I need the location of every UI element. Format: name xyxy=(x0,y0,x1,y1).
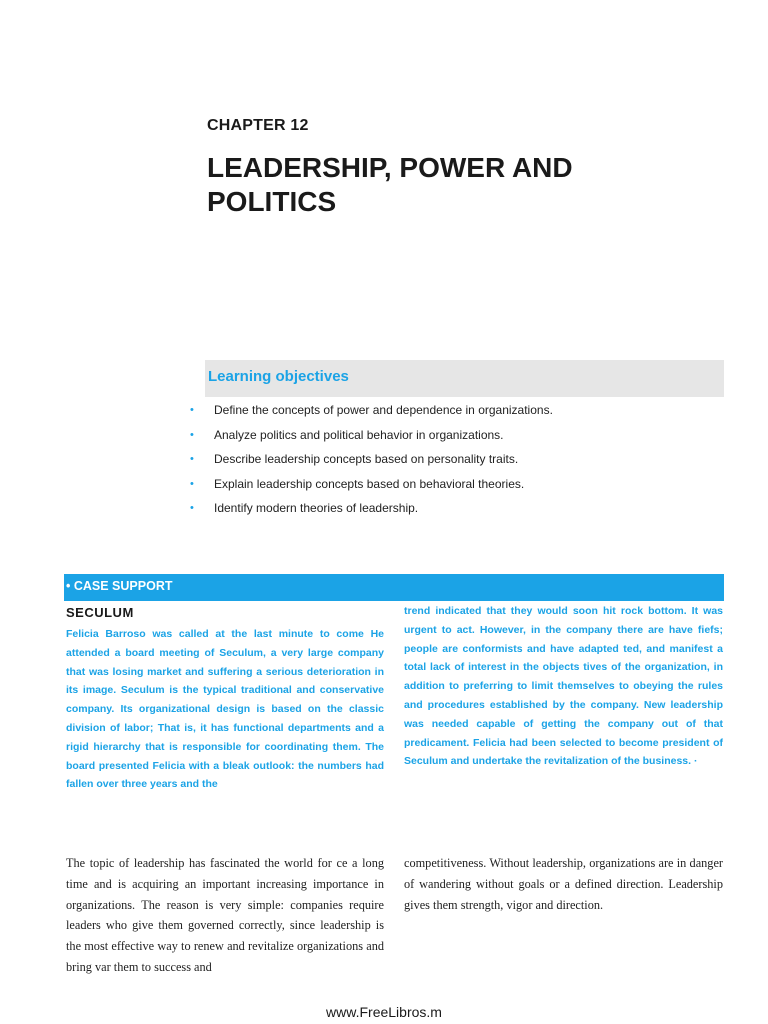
bullet-icon: • xyxy=(190,502,194,515)
bullet-icon: • xyxy=(190,428,194,441)
bullet-icon: • xyxy=(190,453,194,466)
objective-text: Identify modern theories of leadership. xyxy=(214,501,419,516)
case-support-label: • CASE SUPPORT xyxy=(66,579,173,593)
objective-text: Describe leadership concepts based on personality traits. xyxy=(214,452,519,467)
list-item xyxy=(190,476,553,501)
footer-url: www.FreeLibros.m xyxy=(326,1004,442,1020)
case-text-right: trend indicated that they would soon hit rock bottom. It was urgent to act. However, in the company there are have fiefs; people are conformists and have adapted ted, and manifest a total lack of interest in the objects tives of the organization, in addition to preferring to limit themselves to obeying the rules and procedures established by the company. New leadership was needed capable of getting the company out of that predicament. Felicia had been selected to become president of Seculum and undertake the revitalization of the business. · xyxy=(404,605,723,768)
bullet-icon: • xyxy=(190,404,194,416)
objectives-title: Learning objectives xyxy=(208,368,349,385)
objective-text: Define the concepts of power and dependence in organizations. xyxy=(214,403,553,417)
case-support-bar xyxy=(64,574,724,601)
chapter-number: CHAPTER 12 xyxy=(207,117,309,134)
bullet-icon: • xyxy=(190,477,194,490)
objectives-list xyxy=(190,402,553,525)
list-item xyxy=(190,500,553,525)
list-item xyxy=(190,427,553,452)
body-text-left: The topic of leadership has fascinated the world for ce a long time and is acquiring an important increasing importance in organizations. The reason is very simple: companies require leaders who give them governed correctly, since leadership is the most effective way to renew and revitalize organizations and bring var them to success and xyxy=(66,856,384,974)
case-text-left: Felicia Barroso was called at the last minute to come He attended a board meeting of Seculum, a very large company that was losing market and suffering a serious deterioration in its image. Seculum is the typical traditional and conservative company. Its organizational design is based on the classic division of labor; That is, it has functional departments and a rigid hierarchy that is responsible for coordinating them. The board presented Felicia with a bleak outlook: the numbers had fallen over three years and the xyxy=(66,628,384,791)
objective-text: Explain leadership concepts based on behavioral theories. xyxy=(214,476,525,491)
list-item xyxy=(190,402,553,427)
list-item xyxy=(190,451,553,476)
objective-text: Analyze politics and political behavior in organizations. xyxy=(214,427,504,442)
body-text-right: competitiveness. Without leadership, organizations are in danger of wandering without goals or a defined direction. Leadership gives them strength, vigor and direction. xyxy=(404,856,723,912)
chapter-title: LEADERSHIP, POWER AND POLITICS xyxy=(207,152,573,217)
case-heading: SECULUM xyxy=(66,605,134,620)
objectives-header xyxy=(205,360,724,397)
